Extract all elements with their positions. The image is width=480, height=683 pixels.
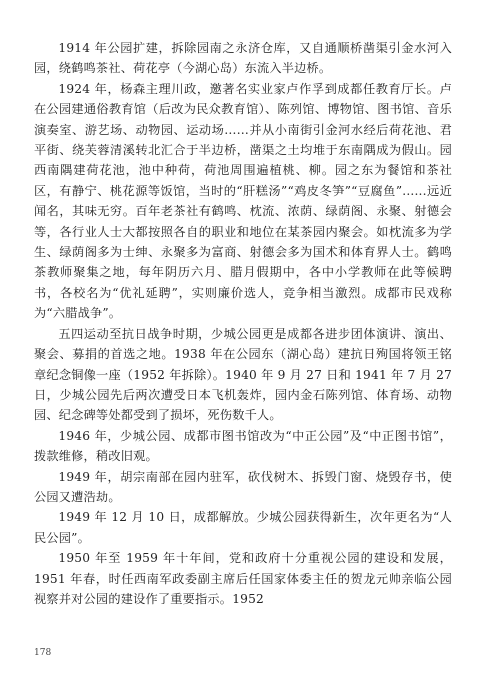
paragraph: 1914 年公园扩建，拆除园南之永济仓库，又自通顺桥凿渠引金水河入园，绕鹤鸣茶社、荷花亭（今湖心岛）东流入半边桥。 [34, 41, 452, 76]
paragraph: 五四运动至抗日战争时期，少城公园更是成都各进步团体演讲、演出、聚会、募捐的首选之地。1938 年在公园东（湖心岛）建抗日殉国将领王铭章纪念铜像一座（1952 年拆除）。1940 年 9 月 27 日和 1941 年 7 月 27 日，少城公园先后两次遭受日本飞机轰炸，园内金石陈列馆、体育场、动物园、纪念碑等处都受到了损坏，死伤数千人。 [34, 326, 452, 423]
paragraph: 1946 年，少城公园、成都市图书馆改为“中正公园”及“中正图书馆”，拨款维修，稍改旧观。 [34, 428, 452, 464]
body-text [34, 38, 452, 609]
page-number: 178 [34, 648, 52, 658]
paragraph: 1924 年，杨森主理川政，邀著名实业家卢作孚到成都任教育厅长。卢在公园建通俗教育馆（后改为民众教育馆）、陈列馆、博物馆、图书馆、音乐演奏室、游艺场、动物园、运动场……并从小南街引金河水经后荷花池、君平街、绕芙蓉清溪转北汇合于半边桥，凿渠之土均堆于东南隅成为假山。园西南隅建荷花池，池中种荷，荷池周围遍植桃、柳。园之东为餐馆和茶社区，有静宁、桃花源等饭馆，当时的“肝糕汤”“鸡皮冬笋”“豆腐鱼”......远近闻名，其味无穷。百年老茶社有鹤鸣、枕流、浓荫、绿荫阁、永聚、射德会等，各行业人士大都按照各自的职业和地位在某茶园内聚会。如枕流多为学生、绿荫阁多为士绅、永聚多为富商、射德会多为国术和体育界人士。鹤鸣茶教师聚集之地，每年阴历六月、腊月假期中，各中小学教师在此等候聘书，各校名为“优礼延聘”，实则廉价选人，竞争相当激烈。成都市民戏称为“六腊战争”。 [34, 81, 452, 321]
paragraph: 1949 年，胡宗南部在园内驻军，砍伐树木、拆毁门窗、烧毁存书，使公园又遭浩劫。 [34, 469, 452, 504]
paragraph: 1949 年 12 月 10 日，成都解放。少城公园获得新生，次年更名为“人民公园”。 [34, 510, 452, 545]
paragraph: 1950 年至 1959 年十年间，党和政府十分重视公园的建设和发展，1951 年春，时任西南军政委副主席后任国家体委主任的贺龙元帅亲临公园视察并对公园的建设作了重要指示。1952 [34, 551, 452, 606]
